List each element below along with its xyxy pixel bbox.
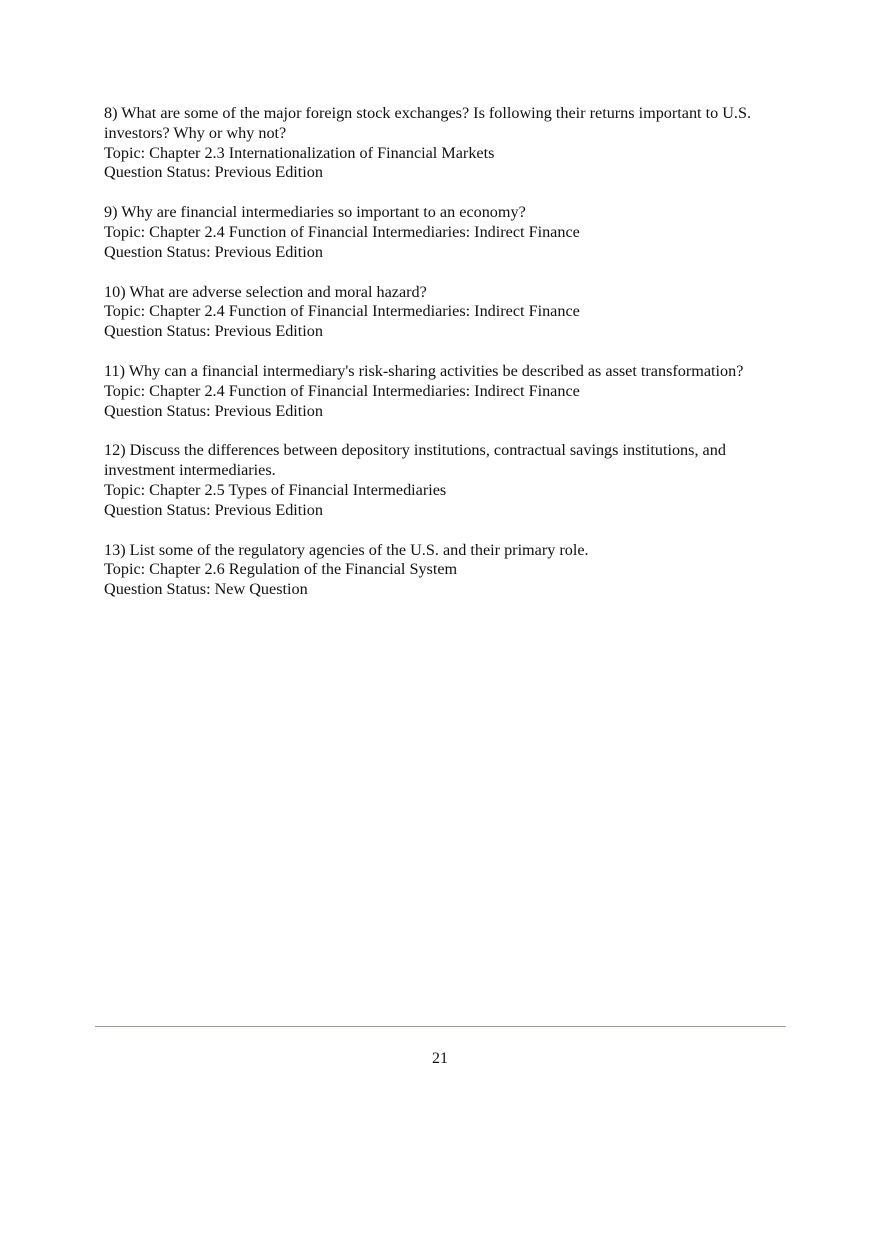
question-status: Question Status: Previous Edition [104, 500, 323, 519]
question-topic: Topic: Chapter 2.3 Internationalization of Financial Markets [104, 143, 495, 162]
page-number: 21 [432, 1050, 448, 1067]
question-topic: Topic: Chapter 2.4 Function of Financial Intermediaries: Indirect Finance [104, 222, 580, 241]
question-text: 11) Why can a financial intermediary's risk-sharing activities be described as asset transformation? [104, 361, 744, 380]
footer-divider [95, 1026, 786, 1027]
question-text: 12) Discuss the differences between depository institutions, contractual savings institutions, and investment intermediaries. [104, 441, 726, 480]
question-item [104, 541, 784, 600]
question-item [104, 362, 784, 421]
question-topic: Topic: Chapter 2.4 Function of Financial Intermediaries: Indirect Finance [104, 381, 580, 400]
question-status: Question Status: New Question [104, 580, 308, 599]
question-topic: Topic: Chapter 2.4 Function of Financial Intermediaries: Indirect Finance [104, 302, 580, 321]
question-list [104, 104, 784, 620]
question-status: Question Status: Previous Edition [104, 401, 323, 420]
question-text: 13) List some of the regulatory agencies of the U.S. and their primary role. [104, 540, 589, 559]
question-status: Question Status: Previous Edition [104, 242, 323, 261]
question-item [104, 104, 784, 183]
question-text: 10) What are adverse selection and moral hazard? [104, 282, 427, 301]
question-item [104, 283, 784, 342]
question-item [104, 441, 784, 520]
question-text: 8) What are some of the major foreign stock exchanges? Is following their returns important to U.S. investors? Why or why not? [104, 104, 752, 142]
question-status: Question Status: Previous Edition [104, 322, 323, 341]
question-topic: Topic: Chapter 2.5 Types of Financial Intermediaries [104, 480, 447, 499]
question-text: 9) Why are financial intermediaries so important to an economy? [104, 203, 526, 222]
question-topic: Topic: Chapter 2.6 Regulation of the Financial System [104, 560, 458, 579]
question-item [104, 203, 784, 262]
question-status: Question Status: Previous Edition [104, 163, 323, 182]
